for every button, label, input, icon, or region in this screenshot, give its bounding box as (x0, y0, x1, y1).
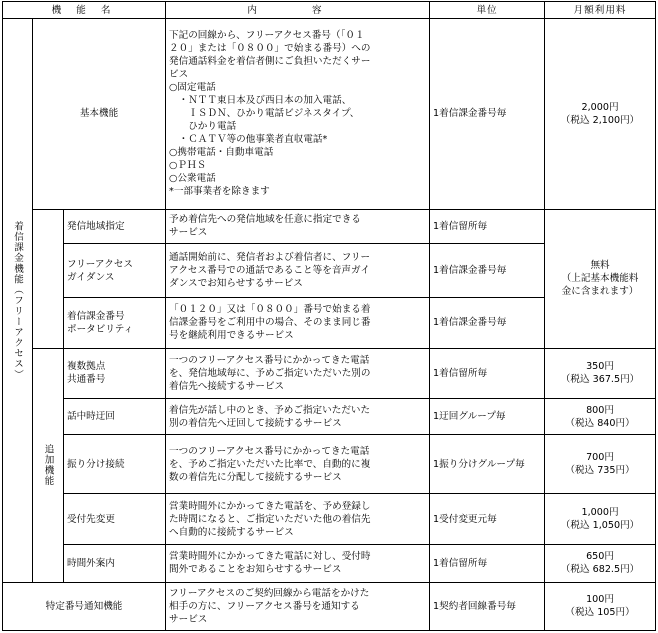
row-unit: 1振り分けグループ毎 (430, 435, 545, 493)
header-row (3, 2, 656, 19)
row-description: 営業時間外にかかってきた電話に対し、受付時 間外であることをお知らせするサービス (166, 545, 430, 582)
group-label-additional: 追加機能 (33, 348, 64, 582)
table-row (3, 348, 656, 398)
row-description: 一つのフリーアクセス番号にかかってきた電話 を、予めご指定いただいた比率で、自動的に複 数の着信先に分配して接続するサービス (166, 435, 430, 493)
row-name: 複数拠点 共通番号 (64, 348, 166, 398)
header-content: 内 容 (166, 2, 430, 19)
shared-price: 無料 （上記基本機能料 金に含まれます） (545, 209, 656, 348)
group-label-main: 着信課金機能（フリーアクセス） (3, 19, 33, 583)
row-price: 1,000円 （税込 1,050円） (545, 493, 656, 544)
row-description: 下記の回線から、フリーアクセス番号（「０１ ２０」または「０８００」で始まる番号）への 発信通話料金を着信者側にご負担いただくサー ビス ○固定電話 ・ＮＴＴ東日本及び西日本の加入電話、 ＩＳＤＮ、ひかり電話ビジネスタイプ、 ひかり電話 ・ＣＡＴＶ等の他事業者直収電話* ○携帯電話・自動車電話 ○ＰＨＳ ○公衆電話 *一部事業者を除きます (166, 19, 430, 210)
fee-table (2, 1, 656, 631)
table-row (3, 399, 656, 435)
row-name: 時間外案内 (64, 545, 166, 582)
row-price: 800円 （税込 840円） (545, 399, 656, 435)
table-row (3, 209, 656, 243)
row-unit: 1着信留所毎 (430, 348, 545, 398)
row-description: 「０１２０」又は「０８００」番号で始まる着 信課金番号をご利用中の場合、そのまま同じ番 号を継続利用できるサービス (166, 298, 430, 348)
row-name: フリーアクセス ガイダンス (64, 243, 166, 297)
row-description: 営業時間外にかかってきた電話を、予め登録し た時間になると、ご指定いただいた他の着信先 へ自動的に接続するサービス (166, 493, 430, 544)
row-unit: 1着信留所毎 (430, 545, 545, 582)
row-name: 話中時迂回 (64, 399, 166, 435)
header-unit: 単位 (430, 2, 545, 19)
row-name: 受付先変更 (64, 493, 166, 544)
row-unit: 1着信課金番号毎 (430, 19, 545, 210)
table-row (3, 582, 656, 630)
row-price: 700円 （税込 735円） (545, 435, 656, 493)
row-description: 着信先が話し中のとき、予めご指定いただいた 別の着信先へ迂回して接続するサービス (166, 399, 430, 435)
row-name: 基本機能 (33, 19, 166, 210)
header-function-name: 機 能 名 (3, 2, 166, 19)
row-price: 650円 （税込 682.5円） (545, 545, 656, 582)
row-unit: 1着信留所毎 (430, 209, 545, 243)
table-row (3, 545, 656, 582)
table-row (3, 493, 656, 544)
row-unit: 1迂回グループ毎 (430, 399, 545, 435)
indent-spacer (33, 209, 64, 348)
row-price: 2,000円 （税込 2,100円） (545, 19, 656, 210)
row-description: 予め着信先への発信地域を任意に指定できる サービス (166, 209, 430, 243)
row-description: フリーアクセスのご契約回線から電話をかけた 相手の方に、フリーアクセス番号を通知する サービス (166, 582, 430, 630)
row-description: 一つのフリーアクセス番号にかかってきた電話 を、発信地域毎に、予めご指定いただいた別の 着信先へ接続するサービス (166, 348, 430, 398)
table-row (3, 19, 656, 210)
row-unit: 1契約者回線番号毎 (430, 582, 545, 630)
row-unit: 1受付変更元毎 (430, 493, 545, 544)
row-unit: 1着信課金番号毎 (430, 298, 545, 348)
row-name: 発信地域指定 (64, 209, 166, 243)
row-price: 350円 （税込 367.5円） (545, 348, 656, 398)
row-price: 100円 （税込 105円） (545, 582, 656, 630)
row-description: 通話開始前に、発信者および着信者に、フリー アクセス番号での通話であること等を音声ガイ ダンスでお知らせするサービス (166, 243, 430, 297)
table-row (3, 435, 656, 493)
row-name: 振り分け接続 (64, 435, 166, 493)
header-monthly-fee: 月額利用料 (545, 2, 656, 19)
row-unit: 1着信課金番号毎 (430, 243, 545, 297)
row-name: 着信課金番号 ポータビリティ (64, 298, 166, 348)
row-name: 特定番号通知機能 (3, 582, 166, 630)
